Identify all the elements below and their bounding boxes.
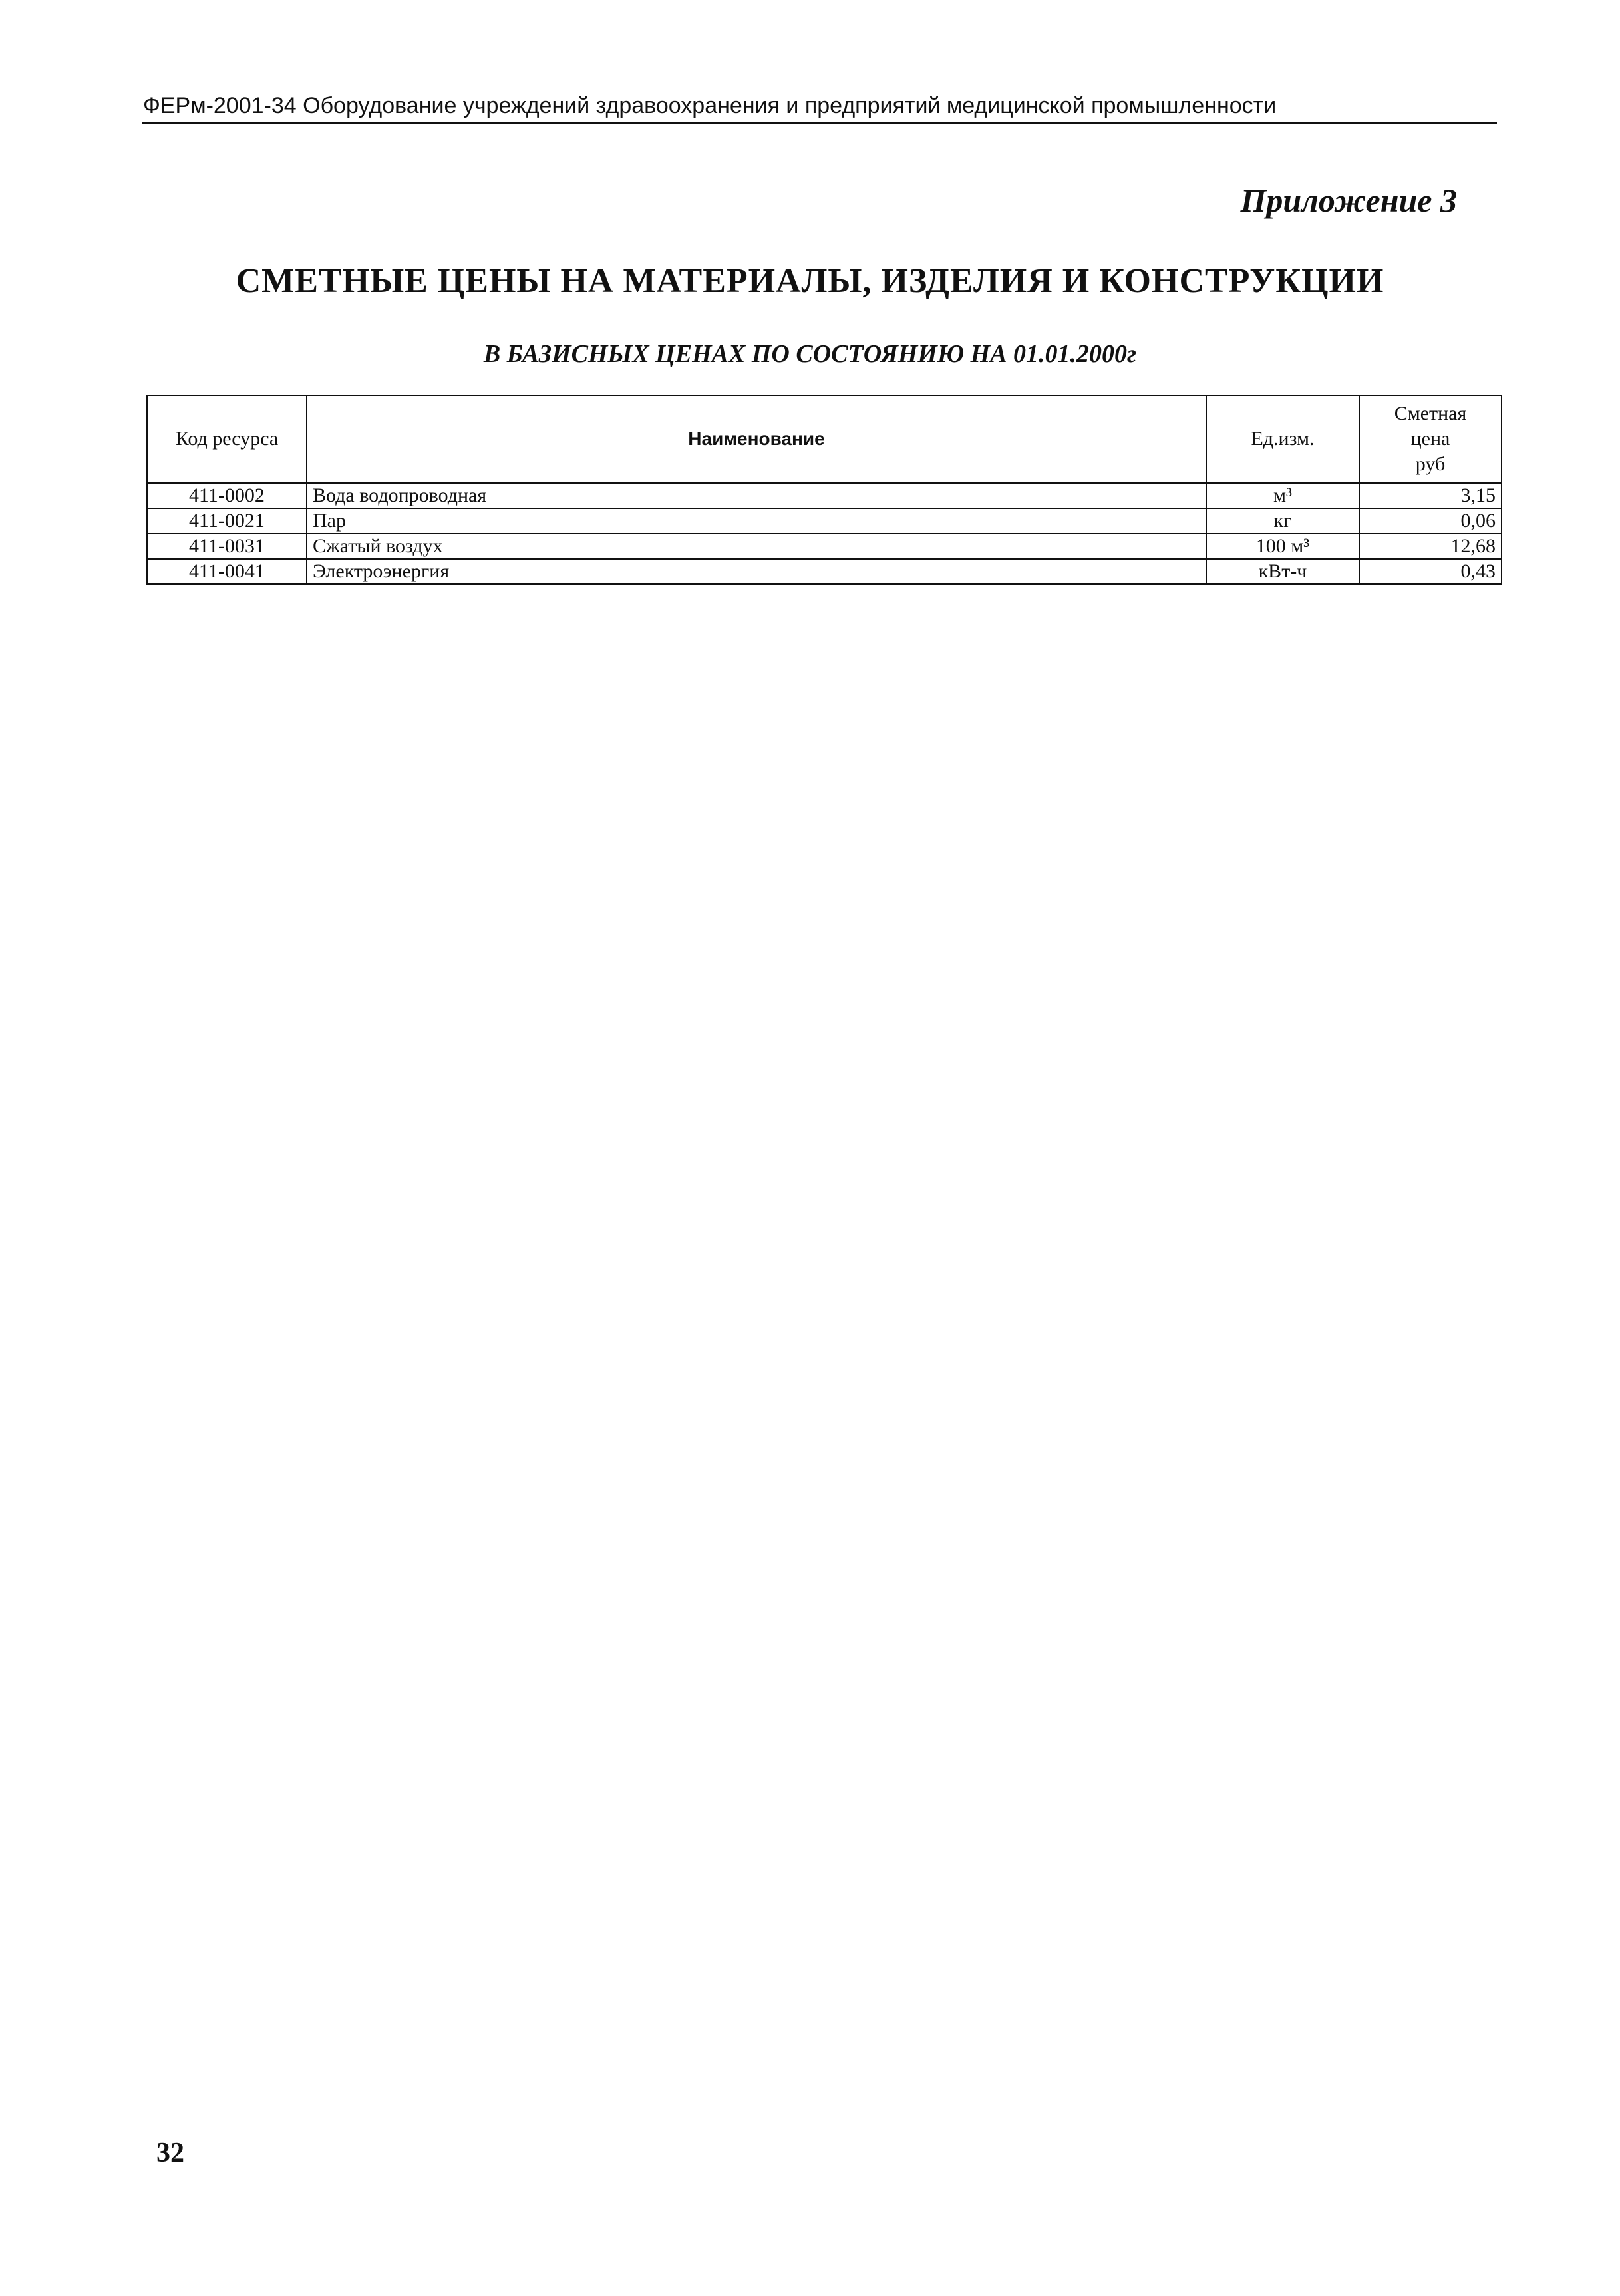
table-row	[147, 508, 1502, 534]
header-price-line3: руб	[1415, 453, 1446, 475]
running-header: ФЕРм-2001-34 Оборудование учреждений здравоохранения и предприятий медицинской промышленности	[143, 93, 1277, 118]
row-price: 0,06	[1359, 508, 1502, 534]
row-unit: кВт-ч	[1206, 559, 1359, 584]
row-price: 0,43	[1359, 559, 1502, 584]
document-title: СМЕТНЫЕ ЦЕНЫ НА МАТЕРИАЛЫ, ИЗДЕЛИЯ И КОНСТРУКЦИИ	[236, 262, 1384, 300]
page-number: 32	[156, 2138, 184, 2168]
row-name: Пар	[307, 508, 1206, 534]
row-code: 411-0021	[147, 508, 307, 534]
table-row	[147, 534, 1502, 559]
appendix-label: Приложение 3	[1240, 182, 1457, 219]
row-name: Вода водопроводная	[307, 483, 1206, 508]
table-row	[147, 483, 1502, 508]
row-name: Сжатый воздух	[307, 534, 1206, 559]
header-unit: Ед.изм.	[1206, 395, 1359, 483]
row-code: 411-0031	[147, 534, 307, 559]
row-code: 411-0041	[147, 559, 307, 584]
row-unit: кг	[1206, 508, 1359, 534]
header-name: Наименование	[307, 395, 1206, 483]
header-price-line1: Сметная	[1394, 403, 1467, 424]
row-price: 3,15	[1359, 483, 1502, 508]
document-subtitle: В БАЗИСНЫХ ЦЕНАХ ПО СОСТОЯНИЮ НА 01.01.2000г	[483, 340, 1137, 368]
row-unit: м³	[1206, 483, 1359, 508]
row-code: 411-0002	[147, 483, 307, 508]
header-price	[1359, 395, 1502, 483]
table-row	[147, 559, 1502, 584]
table-header-row	[147, 395, 1502, 483]
prices-table	[146, 395, 1502, 585]
header-rule	[142, 122, 1497, 124]
row-name: Электроэнергия	[307, 559, 1206, 584]
header-code: Код ресурса	[147, 395, 307, 483]
header-price-line2: цена	[1410, 428, 1450, 450]
row-unit: 100 м³	[1206, 534, 1359, 559]
row-price: 12,68	[1359, 534, 1502, 559]
